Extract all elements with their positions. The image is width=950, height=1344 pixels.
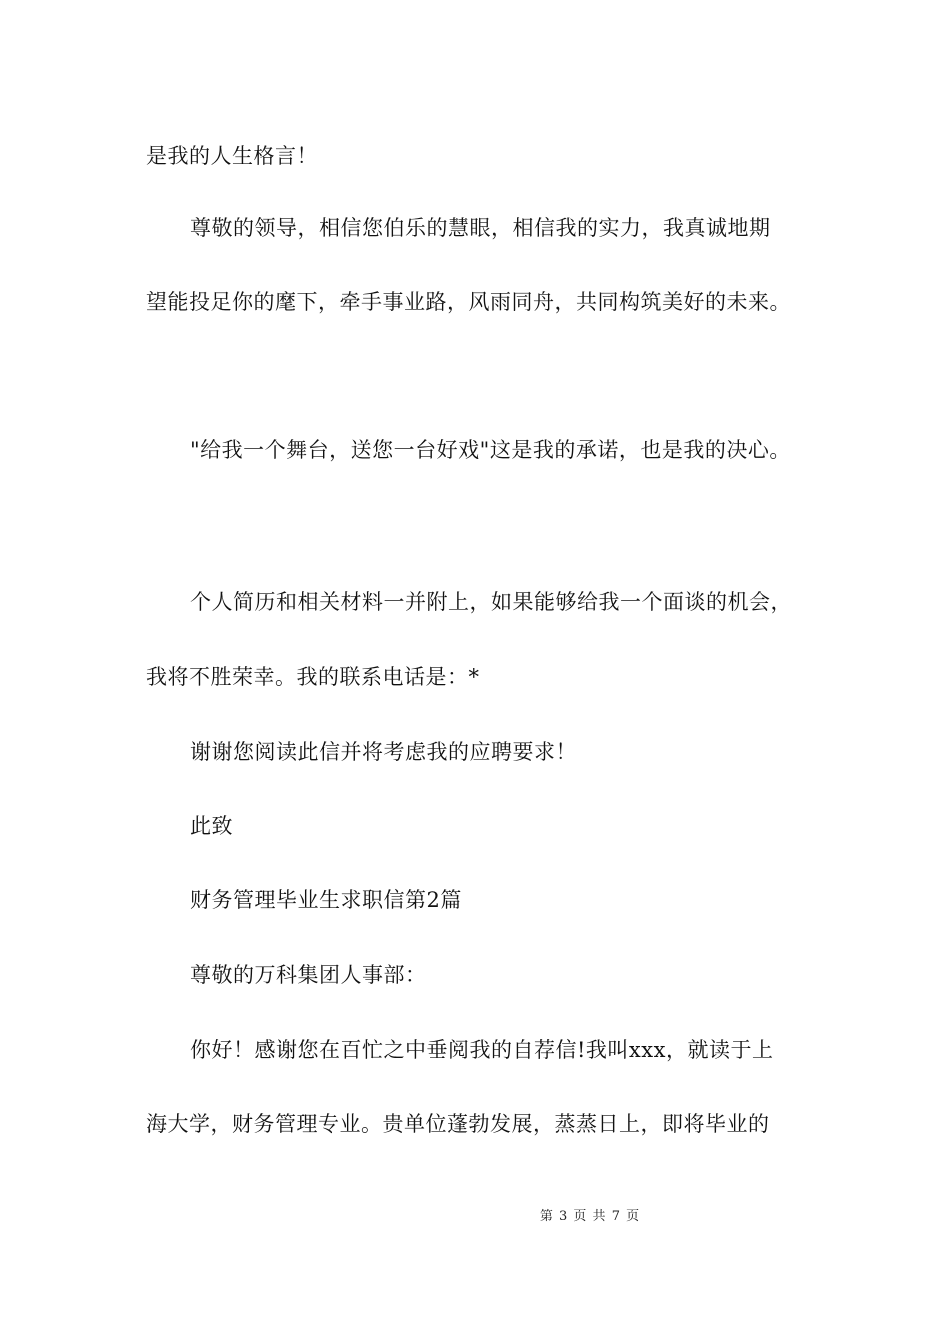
- text-line: 尊敬的领导，相信您伯乐的慧眼，相信我的实力，我真诚地期: [190, 216, 771, 240]
- text-line: 此致: [190, 814, 233, 838]
- text-line: 望能投足你的麾下，牵手事业路，风雨同舟，共同构筑美好的未来。: [146, 290, 791, 314]
- text-line: 个人简历和相关材料一并附上，如果能够给我一个面谈的机会，: [190, 590, 792, 614]
- salutation: 尊敬的万科集团人事部：: [190, 963, 427, 987]
- page-number: 第 3 页 共 7 页: [539, 1209, 641, 1224]
- page-footer: [0, 1208, 950, 1226]
- text-line: 我将不胜荣幸。我的联系电话是：*: [146, 665, 480, 689]
- text-line: 是我的人生格言！: [146, 144, 318, 168]
- text-line: 海大学，财务管理专业。贵单位蓬勃发展，蒸蒸日上，即将毕业的: [146, 1112, 770, 1136]
- section-heading: 财务管理毕业生求职信第2篇: [190, 888, 462, 912]
- text-line: "给我一个舞台，送您一台好戏"这是我的承诺，也是我的决心。: [190, 438, 791, 462]
- text-line: 谢谢您阅读此信并将考虑我的应聘要求！: [190, 740, 577, 764]
- text-line: 你好！感谢您在百忙之中垂阅我的自荐信!我叫xxx，就读于上: [190, 1038, 774, 1062]
